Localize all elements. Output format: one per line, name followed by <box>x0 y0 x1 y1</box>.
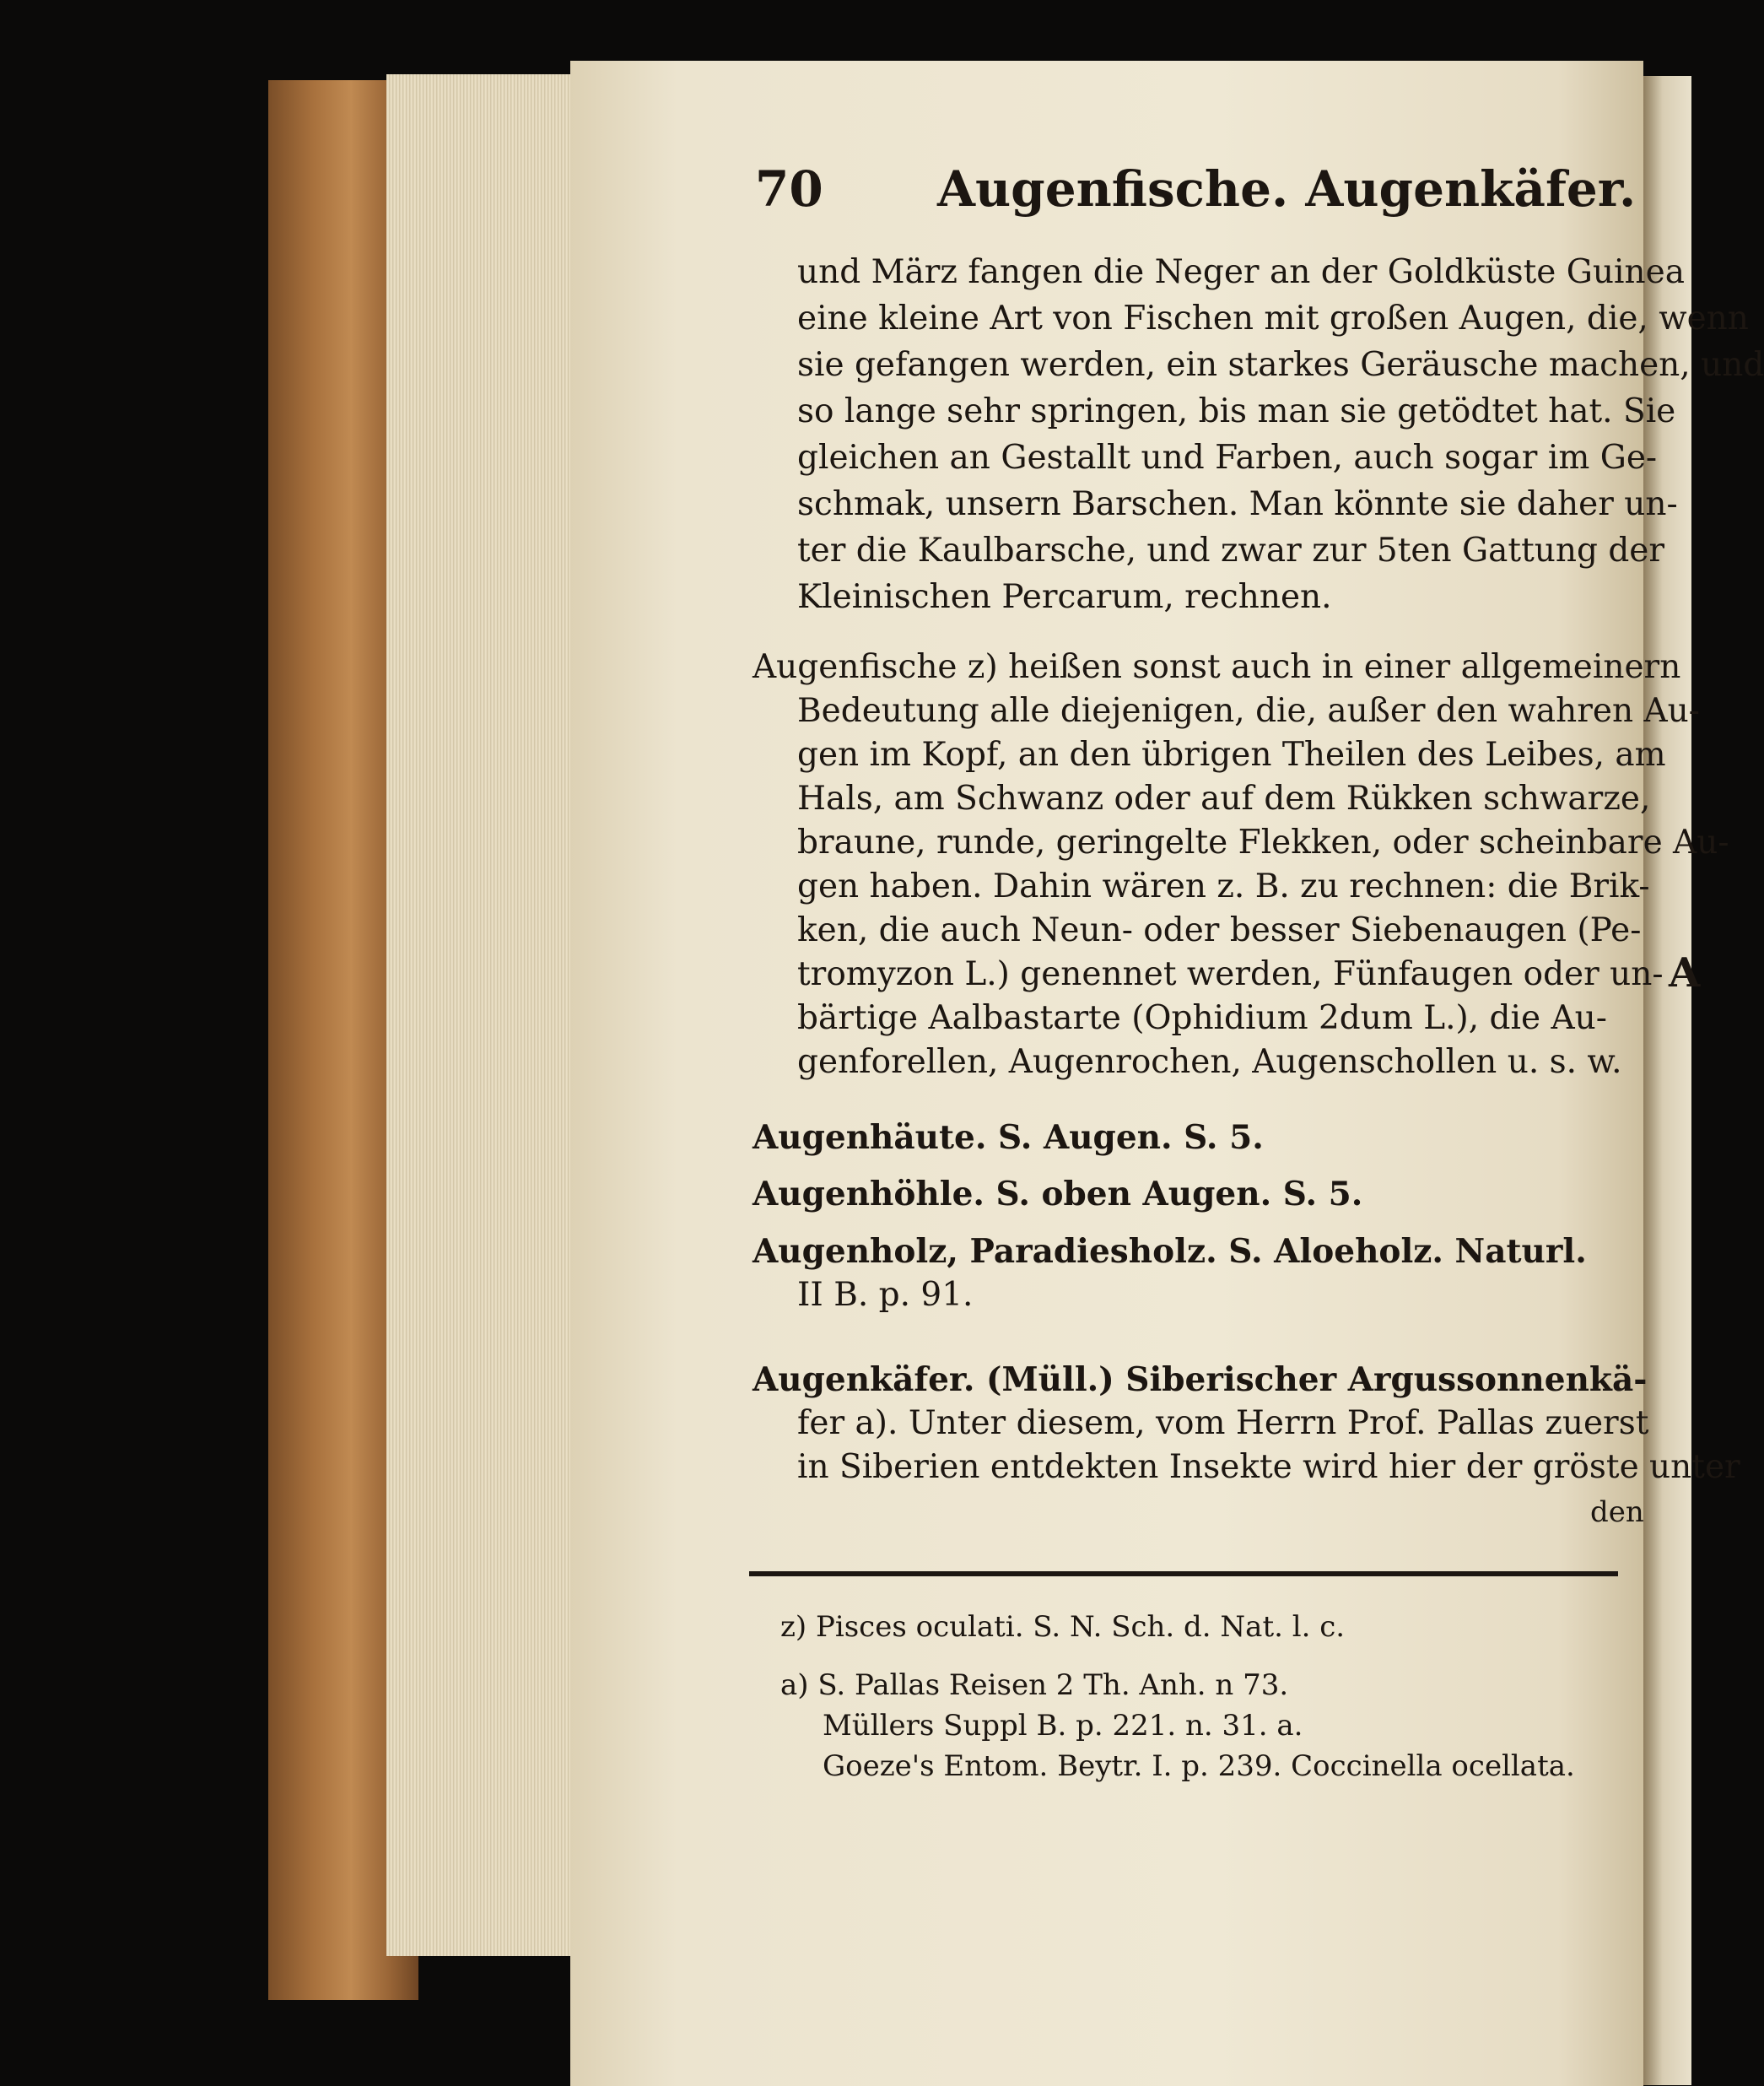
text-line: braune, runde, geringelte Flekken, oder scheinbare Au- <box>797 824 1729 862</box>
page-edges <box>386 74 572 1956</box>
text-line: II B. p. 91. <box>797 1276 974 1314</box>
text-line: schmak, unsern Barschen. Man könnte sie daher un- <box>797 485 1678 523</box>
text-line: ken, die auch Neun- oder besser Siebenaugen (Pe- <box>797 911 1642 949</box>
text-line: gen haben. Dahin wären z. B. zu rechnen: die Brik- <box>797 867 1650 905</box>
entry-augenhoehle: Augenhöhle. S. oben Augen. S. 5. <box>753 1175 1363 1213</box>
text-line: bärtige Aalbastarte (Ophidium 2dum L.), die Au- <box>797 999 1607 1037</box>
text-line: gen im Kopf, an den übrigen Theilen des Leibes, am <box>797 736 1666 774</box>
footnote-z: z) Pisces oculati. S. N. Sch. d. Nat. l. c. <box>780 1610 1346 1644</box>
footnote-a-line: Müllers Suppl B. p. 221. n. 31. a. <box>823 1709 1303 1743</box>
text-line: so lange sehr springen, bis man sie getödtet hat. Sie <box>797 392 1676 430</box>
text-line: tromyzon L.) genennet werden, Fünfaugen oder un- <box>797 955 1664 993</box>
facing-page-fragment: A <box>1669 949 1701 997</box>
text-line: und März fangen die Neger an der Goldküste Guinea <box>797 253 1685 291</box>
entry-augenholz: Augenholz, Paradiesholz. S. Aloeholz. Naturl. <box>753 1232 1587 1271</box>
entry-augenhaeute: Augenhäute. S. Augen. S. 5. <box>753 1118 1264 1157</box>
text-line: gleichen an Gestallt und Farben, auch sogar im Ge- <box>797 439 1658 477</box>
text-line: in Siberien entdekten Insekte wird hier der gröste unter <box>797 1448 1740 1486</box>
text-line: Kleinischen Percarum, rechnen. <box>797 578 1332 616</box>
text-line: genforellen, Augenrochen, Augenschollen u. s. w. <box>797 1043 1622 1081</box>
footnote-a-line: Goeze's Entom. Beytr. I. p. 239. Coccinella ocellata. <box>823 1749 1575 1783</box>
text-line: Hals, am Schwanz oder auf dem Rükken schwarze, <box>797 780 1651 818</box>
text-line: ter die Kaulbarsche, und zwar zur 5ten Gattung der <box>797 532 1665 570</box>
text-line: Bedeutung alle diejenigen, die, außer den wahren Au- <box>797 692 1700 730</box>
page-title: Augenfische. Augenkäfer. <box>937 160 1637 218</box>
text-line: fer a). Unter diesem, vom Herrn Prof. Pallas zuerst <box>797 1404 1649 1442</box>
text-line: eine kleine Art von Fischen mit großen Augen, die, wenn <box>797 300 1749 338</box>
footnote-rule <box>749 1571 1618 1576</box>
catchword: den <box>1590 1495 1644 1529</box>
text-line: sie gefangen werden, ein starkes Geräusche machen, und <box>797 346 1764 384</box>
entry-augenkaefer: Augenkäfer. (Müll.) Siberischer Argussonnenkä- <box>753 1360 1648 1399</box>
entry-augenfische: Augenfische z) heißen sonst auch in einer allgemeinern <box>753 648 1681 686</box>
footnote-a: a) S. Pallas Reisen 2 Th. Anh. n 73. <box>780 1668 1289 1702</box>
page-number: 70 <box>755 160 823 218</box>
